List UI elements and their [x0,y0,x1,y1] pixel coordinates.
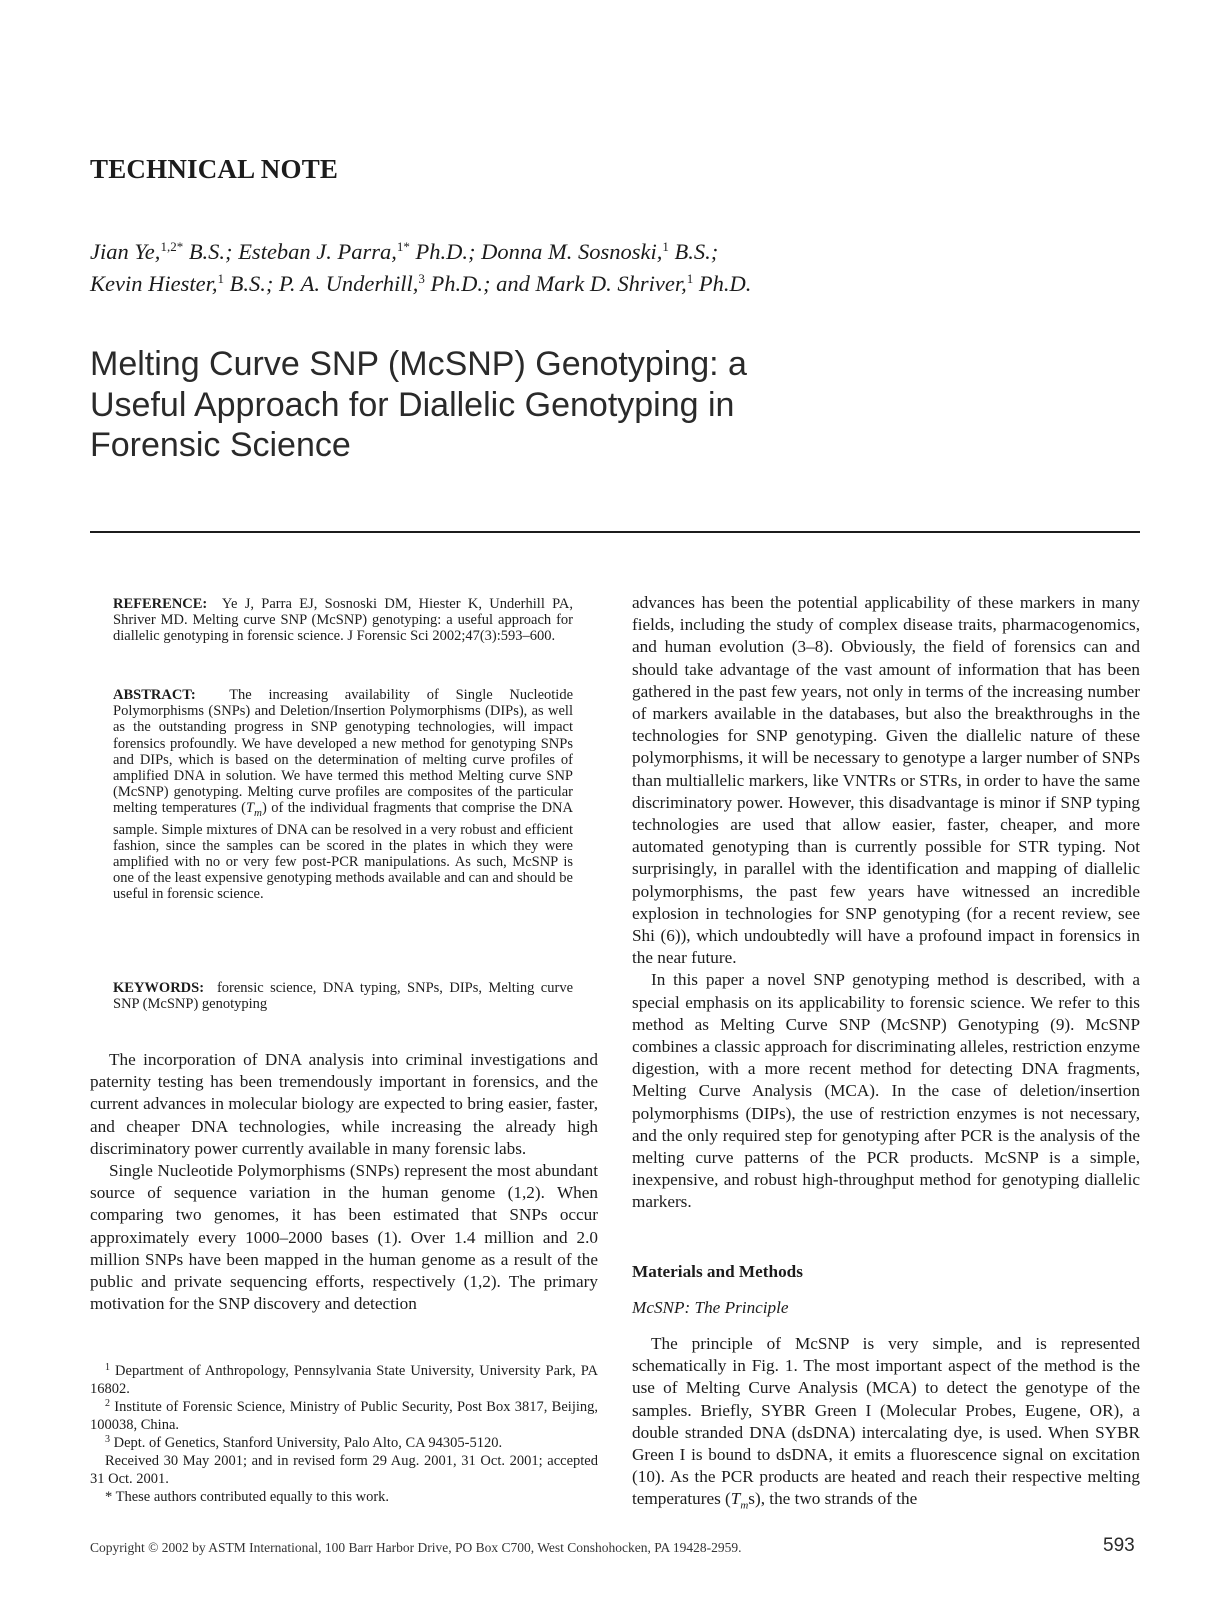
footnote: $^2$ Institute of Forensic Science, Ministry of Public Security, Post Box 3817, Beijing, 100038, China. [90,1398,598,1433]
reference-label: REFERENCE: [113,596,208,612]
body-paragraph: advances has been the potential applicability of these markers in many fields, including the study of complex disease traits, pharmacogenomics, and human evolution (3–8). Obviously, the field of forensics can and should take advantage of the vast amount of information that has been gathered in the past few years, not only in terms of the increasing number of markers available in the databases, but also the breakthroughs in the technologies for SNP genotyping. Given the diallelic nature of these polymorphisms, it will be necessary to genotype a larger number of SNPs than multiallelic markers, like VNTRs or STRs, in order to have the same discriminatory power. However, this disadvantage is minor if SNP typing technologies are used that allow easier, faster, cheaper, and more automated genotyping than is currently possible for STR typing. Not surprisingly, in parallel with the identification and mapping of diallelic polymorphisms, the past few years have witnessed an incredible explosion in technologies for SNP genotyping (for a recent review, see Shi (6)), which undoubtedly will have a profound impact in forensics in the near future. [632,593,1140,968]
body-paragraph: Single Nucleotide Polymorphisms (SNPs) represent the most abundant source of sequence variation in the human genome (1,2). When comparing two genomes, it has been estimated that SNPs occur approximately every 1000–2000 bases (1). Over 1.4 million and 2.0 million SNPs have been mapped in the human genome as a result of the public and private sequencing efforts, respectively (1,2). The primary motivation for the SNP discovery and detection [90,1161,598,1314]
author-name: Donna M. Sosnoski, [481,239,663,264]
left-column-body [90,1049,598,1315]
keywords-label: KEYWORDS: [113,980,205,996]
section-label: TECHNICAL NOTE [90,154,339,184]
keywords-text: forensic science, DNA typing, SNPs, DIPs, Melting curve SNP (McSNP) genotyping [113,980,574,1013]
subsection-heading-principle: McSNP: The Principle [632,1298,789,1317]
body-paragraph: In this paper a novel SNP genotyping method is described, with a special emphasis on its applicability to forensic science. We refer to this method as Melting Curve SNP (McSNP) Genotyping (9). McSNP combines a classic approach for discriminating alleles, restriction enzyme digestion, with a more recent method for detecting DNA fragments, Melting Curve Analysis (MCA). In the case of deletion/insertion polymorphisms (DIPs), the use of restriction enzymes is not necessary, and the only required step for genotyping after PCR is the analysis of the melting curve patterns of the PCR products. McSNP is a simple, inexpensive, and robust high-throughput method for genotyping diallelic markers. [632,970,1140,1212]
author-affiliation: 1 [662,239,669,254]
author-name: P. A. Underhill, [278,271,419,296]
abstract-text: The increasing availability of Single Nucleotide Polymorphisms (SNPs) and Deletion/Insertion Polymorphisms (DIPs), as well as the outstanding progress in SNP genotyping technologies, will impact forensics profoundly. We have developed a new method for genotyping SNPs and DIPs, which is based on the determination of melting curve profiles of amplified DNA in solution. We have termed this method Melting curve SNP (McSNP) genotyping. Melting curve profiles are composites of the particular melting temperatures ( [113,687,574,817]
author-affiliation: 1* [396,239,410,254]
principle-body [632,1333,1140,1517]
author-degree: B.S.; [223,271,279,296]
tm-symbol: $T_m$ [730,1489,749,1512]
reference-text: Ye J, Parra EJ, Sosnoski DM, Hiester K, Underhill PA, Shriver MD. Melting curve SNP (McSNP) genotyping: a useful approach for diallelic genotyping in forensic science. J Forensic Sci 2002;47(3):593–600. [113,596,574,645]
page-number: 593 [1103,1535,1135,1556]
abstract-label: ABSTRACT: [113,687,196,703]
paper-title: Melting Curve SNP (McSNP) Genotyping: a Useful Approach for Diallelic Genotyping in Forensic Science [90,345,747,464]
footnote-equal-contribution: * These authors contributed equally to this work. [105,1489,390,1505]
footnote-received: Received 30 May 2001; and in revised form 29 Aug. 2001, 31 Oct. 2001; accepted 31 Oct. 2001. [90,1453,598,1487]
body-paragraph: The incorporation of DNA analysis into criminal investigations and paternity testing has been tremendously important in forensics, and the current advances in molecular biology are expected to bring easier, faster, and cheaper DNA technologies, while increasing the already high discriminatory power currently available in many forensic labs. [90,1050,598,1158]
author-name: Jian Ye, [90,239,161,264]
author-degree: Ph.D. [693,271,752,296]
title-divider [90,531,1140,533]
body-paragraph: The principle of McSNP is very simple, and is represented schematically in Fig. 1. The most important aspect of the method is the use of Melting Curve Analysis (MCA) to detect the genotype of the samples. Briefly, SYBR Green I (Molecular Probes, Eugene, OR), a double stranded DNA (dsDNA) intercalating dye, is used. When SYBR Green I is bound to dsDNA, it emits a fluorescence signal on excitation (10). As the PCR products are heated and reach their respective melting temperatures $(T_ms)$, the two strands of the [632,1334,1140,1512]
author-name: Kevin Hiester, [90,271,218,296]
author-degree: Ph.D.; [409,239,482,264]
right-column-body [632,592,1140,1214]
footnote: $^3$ Dept. of Genetics, Stanford University, Palo Alto, CA 94305-5120. [105,1434,503,1451]
author-affiliation: 1,2* [160,239,184,254]
section-heading-methods: Materials and Methods [632,1262,803,1281]
author-affiliation: 3 [418,271,425,286]
copyright-line: Copyright © 2002 by ASTM International, 100 Barr Harbor Drive, PO Box C700, West Conshohocken, PA 19428-2959. [90,1540,742,1555]
abstract-text-cont: ) of the individual fragments that comprise the DNA sample. Simple mixtures of DNA can be resolved in a very robust and efficient fashion, since the samples can be scored in the plates in which they were amplified with no or very few post-PCR manipulations. As such, McSNP is one of the least expensive genotyping methods available and can and should be useful in forensic science. [113,800,573,903]
author-degree: Ph.D.; and [424,271,536,296]
author-affiliation: 1 [686,271,694,286]
author-affiliation: 1 [217,271,224,286]
keywords-block [113,980,573,1012]
author-line-1 [90,239,718,265]
footnote: $^1$ Department of Anthropology, Pennsylvania State University, University Park, PA 16802. [90,1362,598,1397]
author-name: Mark D. Shriver, [535,271,687,296]
author-line-2 [90,271,751,297]
footnotes [90,1362,598,1506]
author-name: Esteban J. Parra, [238,239,397,264]
tm-symbol: $T_m$ [245,800,262,820]
author-degree: B.S.; [668,239,719,264]
author-degree: B.S.; [183,239,239,264]
reference-block [113,596,573,645]
abstract-block [113,687,573,903]
